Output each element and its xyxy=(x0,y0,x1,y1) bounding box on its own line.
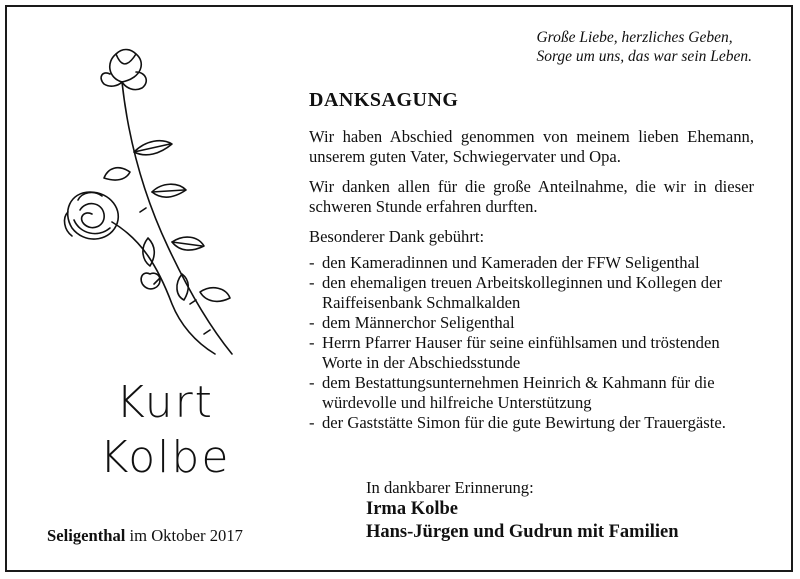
signatory-name: Irma Kolbe xyxy=(366,499,458,519)
list-item: - Herrn Pfarrer Hauser für seine einfühlsamen und tröstenden Worte in der Abschiedsstunde xyxy=(309,333,754,373)
list-item: - dem Männerchor Seligenthal xyxy=(309,313,754,333)
rose-illustration xyxy=(50,42,250,362)
deceased-last-name: Kolbe xyxy=(99,432,231,483)
signatories xyxy=(366,498,679,544)
notice-title: DANKSAGUNG xyxy=(309,89,459,111)
quote-line-2: Sorge um uns, das war sein Leben. xyxy=(536,48,752,65)
list-item: - dem Bestattungsunternehmen Heinrich & Kahmann für die würdevolle und hilfreiche Unterstützung xyxy=(309,373,754,413)
paragraph-gratitude: Wir danken allen für die große Anteilnahme, die wir in dieser schweren Stunde erfahren durften. xyxy=(309,177,754,216)
quote-line-1: Große Liebe, herzliches Geben, xyxy=(536,29,733,46)
place-and-date xyxy=(47,526,243,546)
list-item: - der Gaststätte Simon für die gute Bewirtung der Trauergäste. xyxy=(309,413,754,433)
closing-line: In dankbarer Erinnerung: xyxy=(366,478,534,497)
paragraph-farewell: Wir haben Abschied genommen von meinem lieben Ehemann, unserem guten Vater, Schwiegervater und Opa. xyxy=(309,127,754,166)
deceased-first-name: Kurt xyxy=(116,377,214,428)
date-text: im Oktober 2017 xyxy=(129,526,243,545)
signatory-name: Hans-Jürgen und Gudrun mit Familien xyxy=(366,522,679,542)
place-name: Seligenthal xyxy=(47,526,126,545)
list-item: - den Kameradinnen und Kameraden der FFW Seligenthal xyxy=(309,253,754,273)
list-item: - den ehemaligen treuen Arbeitskolleginnen und Kollegen der Raiffeisenbank Schmalkalden xyxy=(309,273,754,313)
thanks-list xyxy=(309,253,754,433)
deceased-name xyxy=(60,375,270,485)
paragraph-special-thanks: Besonderer Dank gebührt: xyxy=(309,227,485,246)
notice-body xyxy=(309,127,754,433)
memorial-quote xyxy=(536,28,752,66)
